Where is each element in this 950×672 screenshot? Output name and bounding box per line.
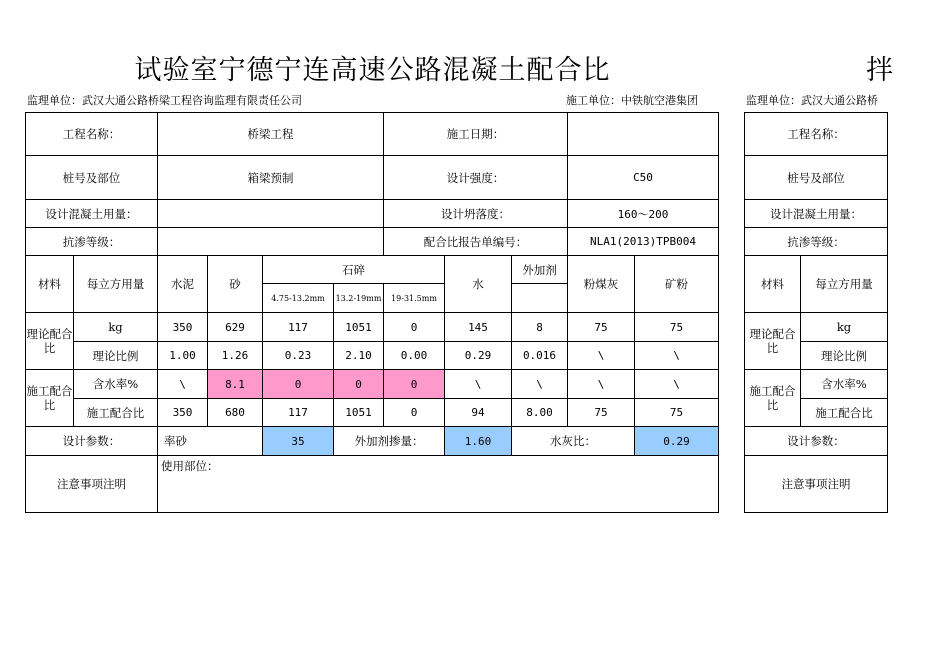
material-header: 材料 (745, 256, 801, 313)
site-ratio-label: 施工配合比 (74, 399, 158, 427)
ratio-admixture: 0.016 (512, 342, 568, 370)
notes-label: 注意事项注明 (26, 456, 158, 513)
site-water: 94 (445, 399, 512, 427)
design-volume-label: 设计混凝土用量： (26, 200, 158, 228)
design-slump-value: 160～200 (568, 200, 719, 228)
admixture-subheader (512, 284, 568, 313)
site-flyash: 75 (568, 399, 635, 427)
use-part-field: 使用部位： (158, 456, 719, 513)
moisture-gravel-c: 0 (384, 370, 445, 399)
moisture-label: 含水率% (74, 370, 158, 399)
table-row (745, 200, 888, 228)
gravel-size-c: 19-31.5mm (384, 284, 445, 313)
slag-header: 矿粉 (635, 256, 719, 313)
kg-water: 145 (445, 313, 512, 342)
report-no-label: 配合比报告单编号： (384, 228, 568, 256)
moisture-slag: \ (635, 370, 719, 399)
table-row (26, 456, 719, 513)
stake-part-label: 桩号及部位 (745, 156, 888, 200)
gravel-header: 石碎 (263, 256, 445, 284)
kg-cement: 350 (158, 313, 208, 342)
table-row (26, 313, 719, 342)
contractor-unit: 施工单位：中铁航空港集团 (566, 94, 698, 107)
project-name-label: 工程名称： (745, 113, 888, 156)
kg-slag: 75 (635, 313, 719, 342)
water-header: 水 (445, 256, 512, 313)
design-volume-value (158, 200, 384, 228)
table-row (26, 399, 719, 427)
sand-header: 砂 (208, 256, 263, 313)
construction-date-label: 施工日期： (384, 113, 568, 156)
site-ratio-label: 施工配合比 (801, 399, 888, 427)
table-row (26, 113, 719, 156)
table-row (26, 370, 719, 399)
table-row (745, 456, 888, 513)
moisture-water: \ (445, 370, 512, 399)
theory-mix-label: 理论配合比 (26, 313, 74, 370)
kg-label: kg (74, 313, 158, 342)
site-gravel-a: 117 (263, 399, 334, 427)
moisture-label: 含水率% (801, 370, 888, 399)
per-cubic-header: 每立方用量 (801, 256, 888, 313)
report-no-value: NLA1(2013)TPB004 (568, 228, 719, 256)
theory-mix-label: 理论配合比 (745, 313, 801, 370)
table-row (26, 228, 719, 256)
supervisor-unit: 监理单位：武汉大通公路桥梁工程咨询监理有限责任公司 (27, 94, 302, 107)
cement-header: 水泥 (158, 256, 208, 313)
kg-gravel-b: 1051 (334, 313, 384, 342)
ratio-sand: 1.26 (208, 342, 263, 370)
design-params-label: 设计参数： (745, 427, 888, 456)
moisture-gravel-a: 0 (263, 370, 334, 399)
site-gravel-b: 1051 (334, 399, 384, 427)
ratio-gravel-b: 2.10 (334, 342, 384, 370)
site-slag: 75 (635, 399, 719, 427)
table-row (745, 313, 888, 342)
project-name-label: 工程名称： (26, 113, 158, 156)
page-title-right-fragment: 拌 (866, 55, 893, 86)
ratio-water: 0.29 (445, 342, 512, 370)
sand-ratio-label: 率砂 (158, 427, 263, 456)
moisture-admixture: \ (512, 370, 568, 399)
material-header: 材料 (26, 256, 74, 313)
supervisor-unit-right: 监理单位：武汉大通公路桥 (746, 94, 878, 107)
admixture-dosage-value: 1.60 (445, 427, 512, 456)
moisture-sand: 8.1 (208, 370, 263, 399)
mix-ratio-table-partial (744, 112, 888, 513)
table-row (745, 156, 888, 200)
table-row (26, 427, 719, 456)
kg-sand: 629 (208, 313, 263, 342)
table-row (745, 256, 888, 313)
moisture-flyash: \ (568, 370, 635, 399)
theory-ratio-label: 理论比例 (74, 342, 158, 370)
table-row (26, 342, 719, 370)
site-cement: 350 (158, 399, 208, 427)
table-row (745, 370, 888, 399)
site-mix-label: 施工配合比 (745, 370, 801, 427)
theory-ratio-label: 理论比例 (801, 342, 888, 370)
ratio-slag: \ (635, 342, 719, 370)
table-row (745, 113, 888, 156)
kg-gravel-a: 117 (263, 313, 334, 342)
site-sand: 680 (208, 399, 263, 427)
site-admixture: 8.00 (512, 399, 568, 427)
per-cubic-header: 每立方用量 (74, 256, 158, 313)
table-row (26, 256, 719, 284)
gravel-size-a: 4.75-13.2mm (263, 284, 334, 313)
design-params-label: 设计参数： (26, 427, 158, 456)
stake-part-label: 桩号及部位 (26, 156, 158, 200)
impermeability-label: 抗渗等级： (26, 228, 158, 256)
design-strength-value: C50 (568, 156, 719, 200)
kg-label: kg (801, 313, 888, 342)
design-volume-label: 设计混凝土用量： (745, 200, 888, 228)
moisture-cement: \ (158, 370, 208, 399)
moisture-gravel-b: 0 (334, 370, 384, 399)
table-row (26, 200, 719, 228)
table-row (26, 156, 719, 200)
mix-ratio-table (25, 112, 719, 513)
ratio-flyash: \ (568, 342, 635, 370)
stake-part-value: 箱梁预制 (158, 156, 384, 200)
table-row (745, 228, 888, 256)
design-strength-label: 设计强度： (384, 156, 568, 200)
impermeability-value (158, 228, 384, 256)
ratio-gravel-c: 0.00 (384, 342, 445, 370)
impermeability-label: 抗渗等级： (745, 228, 888, 256)
ratio-cement: 1.00 (158, 342, 208, 370)
project-name-value: 桥梁工程 (158, 113, 384, 156)
design-slump-label: 设计坍落度： (384, 200, 568, 228)
kg-gravel-c: 0 (384, 313, 445, 342)
flyash-header: 粉煤灰 (568, 256, 635, 313)
admixture-dosage-label: 外加剂掺量： (334, 427, 445, 456)
wc-ratio-label: 水灰比： (512, 427, 635, 456)
sand-ratio-value: 35 (263, 427, 334, 456)
ratio-gravel-a: 0.23 (263, 342, 334, 370)
notes-label: 注意事项注明 (745, 456, 888, 513)
site-gravel-c: 0 (384, 399, 445, 427)
kg-flyash: 75 (568, 313, 635, 342)
table-row (745, 427, 888, 456)
construction-date-value (568, 113, 719, 156)
wc-ratio-value: 0.29 (635, 427, 719, 456)
site-mix-label: 施工配合比 (26, 370, 74, 427)
kg-admixture: 8 (512, 313, 568, 342)
page-title: 试验室宁德宁连高速公路混凝土配合比 (134, 55, 611, 86)
admixture-header: 外加剂 (512, 256, 568, 284)
gravel-size-b: 13.2-19mm (334, 284, 384, 313)
